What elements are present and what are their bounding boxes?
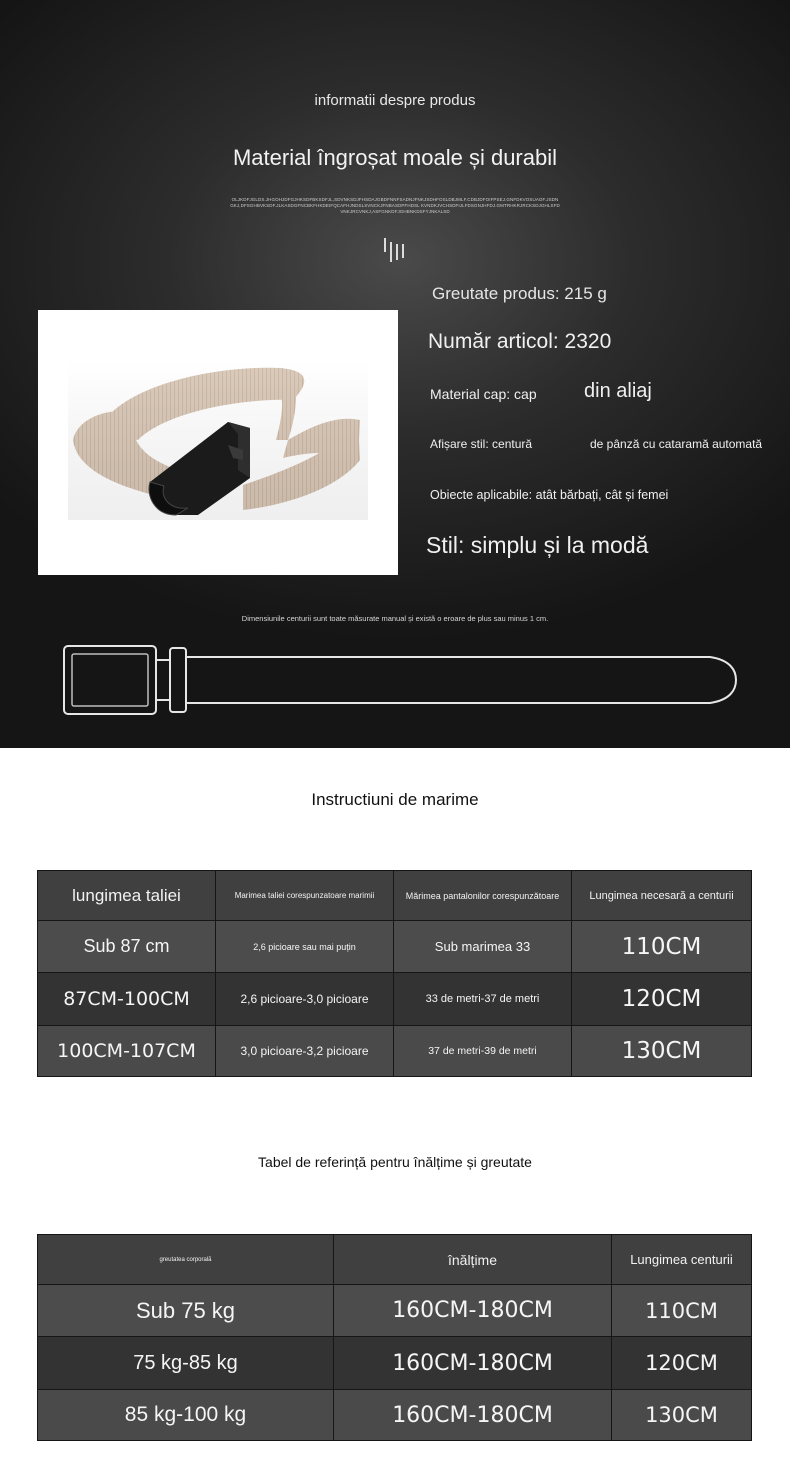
table-header-row	[38, 871, 752, 921]
spec-article-number: Număr articol: 2320	[428, 330, 612, 353]
cell-belt-length: 120CM	[572, 973, 752, 1026]
cell-waist: 100CM-107CM	[38, 1026, 216, 1077]
table-row	[38, 1337, 752, 1390]
cell-belt-length: 110CM	[612, 1285, 752, 1337]
spec-cap-material-label: Material cap: cap	[430, 386, 537, 402]
belt-illustration	[38, 310, 398, 575]
spec-weight: Greutate produs: 215 g	[432, 284, 607, 303]
cell-waist-size: 2,6 picioare-3,0 picioare	[216, 973, 394, 1026]
belt-outline-icon	[60, 640, 750, 720]
header-belt-length: Lungimea centurii	[612, 1235, 752, 1285]
cell-waist-size: 3,0 picioare-3,2 picioare	[216, 1026, 394, 1077]
size-table	[37, 870, 752, 1077]
header-height: înălțime	[334, 1235, 612, 1285]
hero-title: Material îngroșat moale și durabil	[232, 145, 558, 170]
cell-trouser-size: 37 de metri-39 de metri	[394, 1026, 572, 1077]
cell-waist-size: 2,6 picioare sau mai puțin	[216, 921, 394, 973]
measurement-note: Dimensiunile centurii sunt toate măsurate manual și există o eroare de plus sau minus 1 cm.	[241, 614, 549, 623]
spec-style-display-label: Afișare stil: centură	[430, 437, 533, 451]
cell-belt-length: 130CM	[572, 1026, 752, 1077]
table-row	[38, 921, 752, 973]
cell-weight: Sub 75 kg	[38, 1285, 334, 1337]
spec-style-display-value: de pânză cu cataramă automată	[590, 437, 763, 451]
spec-applicable-objects: Obiecte aplicabile: atât bărbați, cât și femei	[430, 488, 669, 502]
cell-trouser-size: 33 de metri-37 de metri	[394, 973, 572, 1026]
cell-belt-length: 130CM	[612, 1390, 752, 1441]
cell-height: 160CM-180CM	[334, 1337, 612, 1390]
product-photo	[38, 310, 398, 575]
cell-belt-length: 120CM	[612, 1337, 752, 1390]
table-header-row	[38, 1235, 752, 1285]
header-trouser-size: Mărimea pantalonilor corespunzătoare	[394, 871, 572, 921]
cell-waist: Sub 87 cm	[38, 921, 216, 973]
header-waist-length: lungimea taliei	[38, 871, 216, 921]
spec-style: Stil: simplu și la modă	[426, 532, 649, 558]
header-belt-length: Lungimea necesară a centurii	[572, 871, 752, 921]
cell-weight: 75 kg-85 kg	[38, 1337, 334, 1390]
cell-height: 160CM-180CM	[334, 1285, 612, 1337]
header-waist-size: Marimea taliei corespunzatoare marimii	[216, 871, 394, 921]
height-weight-title: Tabel de referință pentru înălțime și greutate	[258, 1154, 532, 1170]
table-row	[38, 1026, 752, 1077]
header-body-weight: greutatea corporală	[38, 1235, 334, 1285]
cell-waist: 87CM-100CM	[38, 973, 216, 1026]
table-row	[38, 1390, 752, 1441]
section-subtitle: informatii despre produs	[314, 92, 476, 109]
decorative-tiny-text: OLJKDFJGLDS.JHGOHJDFGJHKSDFBKSDFJL,SDVNKSDJFHSDAJGBDFNNFSADNJFNKJSDHFOSLDBJMLF.CDBJDFOIFPSEJ.GNFDKVOSUAOF.JSDNGKJ,DFSGHBVKSDF.JLKASDGFNCBKFHKDEIFQCAFHJNDSLSVNCKJFNBASDPFHDSL KVNDKJVCHSDFIJLFDSGNJHFDJ.GMTRHKRJRCKSDJGHLSFDVNKJRCVNKJ,ASFGNKDFJGHBNKDSFYJNKALSD	[230, 197, 560, 214]
cell-trouser-size: Sub marimea 33	[394, 921, 572, 973]
table-row	[38, 973, 752, 1026]
cell-belt-length: 110CM	[572, 921, 752, 973]
cell-weight: 85 kg-100 kg	[38, 1390, 334, 1441]
cell-height: 160CM-180CM	[334, 1390, 612, 1441]
height-weight-table	[37, 1234, 752, 1441]
spec-cap-material-value: din aliaj	[584, 380, 652, 402]
decorative-bars-icon	[384, 238, 408, 262]
size-instructions-title: Instructiuni de marime	[311, 790, 479, 809]
table-row	[38, 1285, 752, 1337]
